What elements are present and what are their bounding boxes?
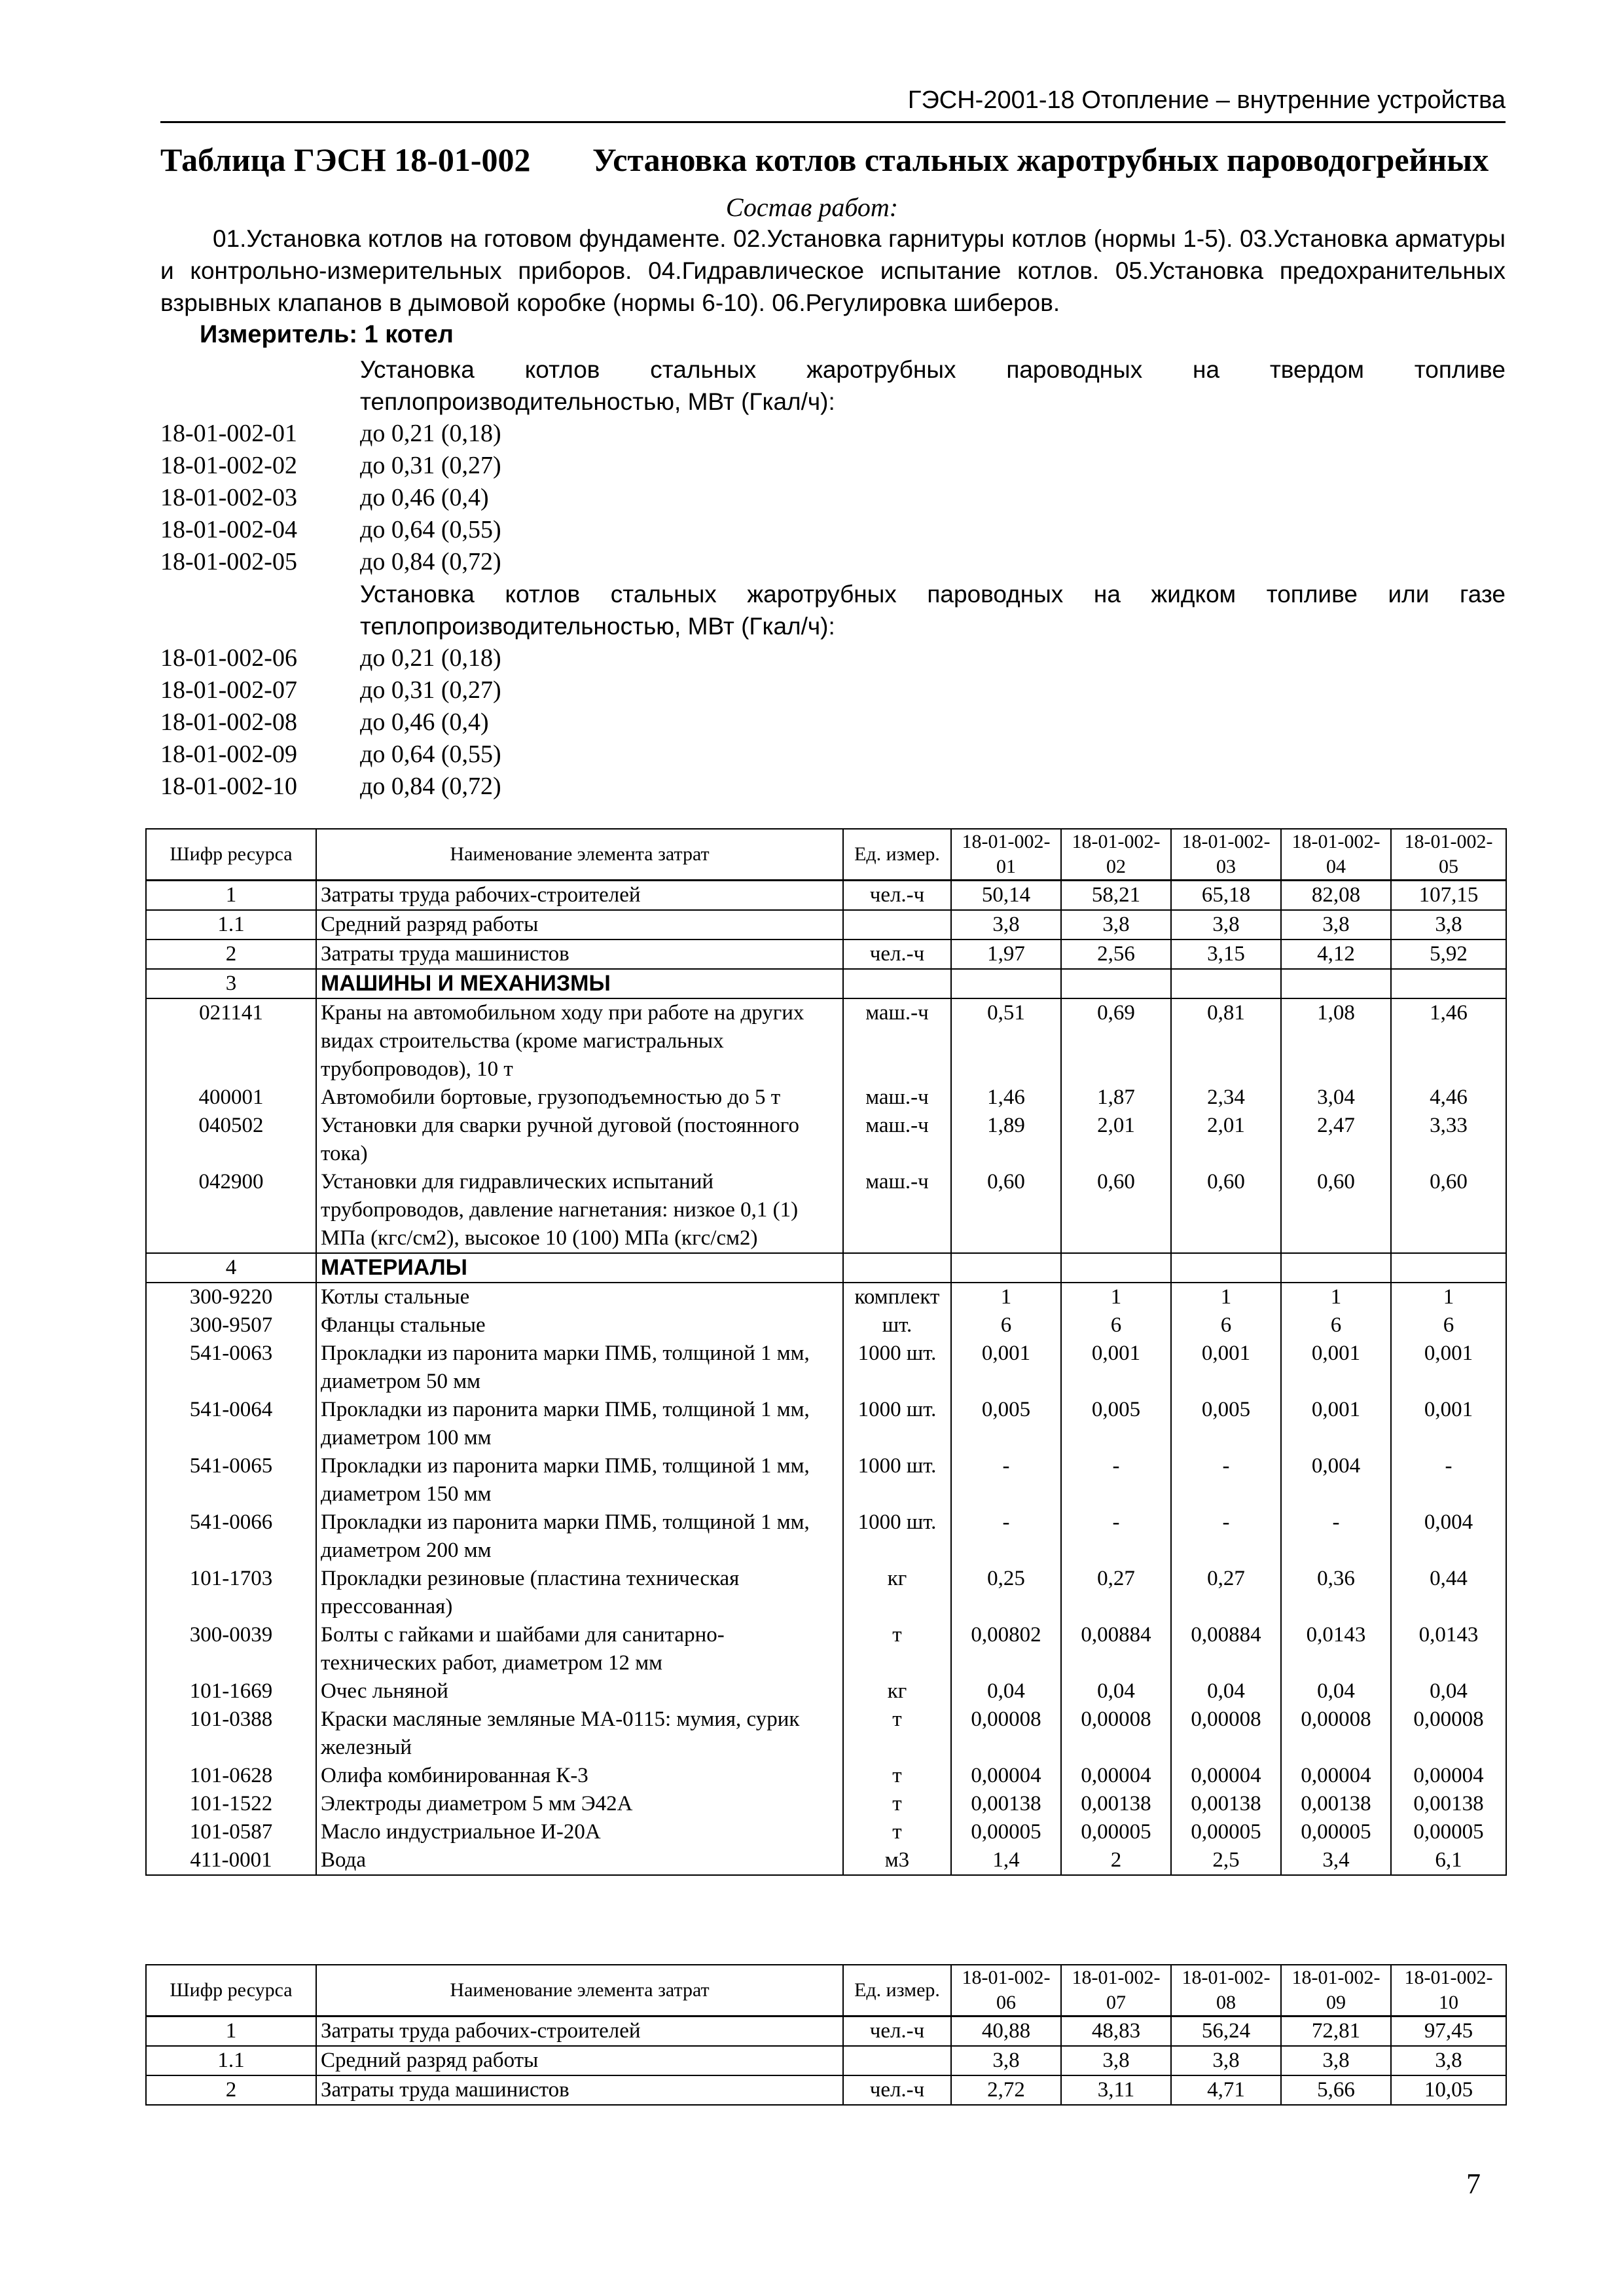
norm-value: 0,004 xyxy=(1391,1508,1506,1565)
table-title: Установка котлов стальных жаротрубных пароводогрейных xyxy=(592,141,1489,178)
norm-value: 0,00005 xyxy=(1061,1818,1171,1846)
cost-element-name: Затраты труда машинистов xyxy=(316,2075,843,2105)
norm-code: 18-01-002-04 xyxy=(160,516,297,543)
norm-code: 18-01-002-06 xyxy=(160,644,297,672)
norm-value: 0,005 xyxy=(951,1396,1061,1452)
table-row xyxy=(146,1311,1506,1340)
norm-value: 0,00008 xyxy=(1391,1706,1506,1762)
norm-value: 0,00005 xyxy=(1171,1818,1281,1846)
table-row xyxy=(146,1396,1506,1452)
norm-value: 1,4 xyxy=(951,1846,1061,1875)
norm-value: 0,25 xyxy=(951,1565,1061,1621)
norm-description: до 0,46 (0,4) xyxy=(360,708,489,736)
norm-value: 3,8 xyxy=(1391,2046,1506,2075)
section-row xyxy=(146,1253,1506,1283)
resource-code: 1 xyxy=(146,2016,316,2047)
resource-code: 040502 xyxy=(146,1112,316,1168)
norm-value: - xyxy=(1061,1452,1171,1508)
column-header: Шифр ресурса xyxy=(146,829,316,881)
table-row xyxy=(146,2016,1506,2047)
cost-element-name: Краны на автомобильном ходу при работе на других видах строительства (кроме магистральных трубопроводов), 10 т xyxy=(316,998,843,1084)
norm-value: 3,8 xyxy=(1171,2046,1281,2075)
table-name: Таблица ГЭСН 18-01-002 xyxy=(160,141,531,178)
resource-code: 2 xyxy=(146,940,316,969)
norm-value xyxy=(1391,969,1506,998)
norm-value: 0,00008 xyxy=(1171,1706,1281,1762)
cost-element-name: Вода xyxy=(316,1846,843,1875)
norms-list xyxy=(160,354,1506,803)
unit: кг xyxy=(843,1565,951,1621)
norm-line xyxy=(160,482,1506,514)
norm-value: 3,4 xyxy=(1281,1846,1391,1875)
table-row xyxy=(146,1621,1506,1677)
resource-code: 101-0587 xyxy=(146,1818,316,1846)
norm-value: - xyxy=(1061,1508,1171,1565)
table-row xyxy=(146,1677,1506,1706)
norm-value: 6,1 xyxy=(1391,1846,1506,1875)
norm-line xyxy=(160,546,1506,578)
unit xyxy=(843,2046,951,2075)
norm-value: 3,11 xyxy=(1061,2075,1171,2105)
cost-element-name: Автомобили бортовые, грузоподъемностью до 5 т xyxy=(316,1084,843,1112)
norm-value: 2,34 xyxy=(1171,1084,1281,1112)
norm-value: 0,001 xyxy=(1281,1396,1391,1452)
norm-value: 2,72 xyxy=(951,2075,1061,2105)
norm-description: до 0,64 (0,55) xyxy=(360,516,501,543)
norm-value: 1 xyxy=(1061,1283,1171,1311)
norm-value: 1 xyxy=(1391,1283,1506,1311)
norm-value: 1 xyxy=(951,1283,1061,1311)
unit: т xyxy=(843,1790,951,1818)
column-header: 18-01-002-02 xyxy=(1061,829,1171,881)
norm-value: 0,27 xyxy=(1061,1565,1171,1621)
unit: маш.-ч xyxy=(843,1168,951,1253)
resource-code: 411-0001 xyxy=(146,1846,316,1875)
norm-value: 0,60 xyxy=(1391,1168,1506,1253)
norm-value: 48,83 xyxy=(1061,2016,1171,2047)
norm-value: 3,8 xyxy=(1061,2046,1171,2075)
resource-code: 101-0388 xyxy=(146,1706,316,1762)
resource-code: 021141 xyxy=(146,998,316,1084)
norm-description: до 0,46 (0,4) xyxy=(360,484,489,511)
norm-value: 0,36 xyxy=(1281,1565,1391,1621)
norm-value: 0,00008 xyxy=(1061,1706,1171,1762)
cost-element-name: Болты с гайками и шайбами для санитарно-технических работ, диаметром 12 мм xyxy=(316,1621,843,1677)
resource-code: 3 xyxy=(146,969,316,998)
table-row xyxy=(146,1762,1506,1790)
norm-value: 3,8 xyxy=(951,910,1061,940)
resource-code: 1.1 xyxy=(146,910,316,940)
norm-value: - xyxy=(1391,1452,1506,1508)
norm-value: 0,81 xyxy=(1171,998,1281,1084)
cost-element-name: Средний разряд работы xyxy=(316,910,843,940)
norm-code: 18-01-002-01 xyxy=(160,420,297,447)
cost-element-name: Прокладки из паронита марки ПМБ, толщиной 1 мм, диаметром 200 мм xyxy=(316,1508,843,1565)
cost-element-name: Средний разряд работы xyxy=(316,2046,843,2075)
norm-code: 18-01-002-07 xyxy=(160,676,297,704)
norm-group-1 xyxy=(160,418,1506,578)
norm-value: 1,97 xyxy=(951,940,1061,969)
unit: т xyxy=(843,1621,951,1677)
resource-code: 101-1703 xyxy=(146,1565,316,1621)
table-row xyxy=(146,1340,1506,1396)
norm-value: 3,33 xyxy=(1391,1112,1506,1168)
column-header: 18-01-002-01 xyxy=(951,829,1061,881)
resource-table-2 xyxy=(145,1964,1507,2106)
norm-value: 2,56 xyxy=(1061,940,1171,969)
norm-value xyxy=(1171,969,1281,998)
unit: 1000 шт. xyxy=(843,1508,951,1565)
unit: м3 xyxy=(843,1846,951,1875)
unit: чел.-ч xyxy=(843,2075,951,2105)
norm-value: 0,04 xyxy=(951,1677,1061,1706)
norm-value: 0,60 xyxy=(1171,1168,1281,1253)
table-row xyxy=(146,1168,1506,1253)
norm-value: 6 xyxy=(1281,1311,1391,1340)
cost-element-name: Прокладки из паронита марки ПМБ, толщиной 1 мм, диаметром 50 мм xyxy=(316,1340,843,1396)
norm-value: 0,004 xyxy=(1281,1452,1391,1508)
resource-code: 1.1 xyxy=(146,2046,316,2075)
norm-value: 3,04 xyxy=(1281,1084,1391,1112)
norm-value xyxy=(1171,1253,1281,1283)
norm-code: 18-01-002-10 xyxy=(160,773,297,800)
column-header: 18-01-002-05 xyxy=(1391,829,1506,881)
unit: маш.-ч xyxy=(843,1084,951,1112)
column-header: Шифр ресурса xyxy=(146,1965,316,2016)
norm-value: 0,51 xyxy=(951,998,1061,1084)
norm-value: 0,001 xyxy=(1061,1340,1171,1396)
norm-value: 0,00884 xyxy=(1061,1621,1171,1677)
norm-value: 0,0143 xyxy=(1391,1621,1506,1677)
table-row xyxy=(146,1508,1506,1565)
norm-value: 6 xyxy=(1391,1311,1506,1340)
norm-line xyxy=(160,771,1506,803)
norm-value: 56,24 xyxy=(1171,2016,1281,2047)
norm-value: 0,00138 xyxy=(1281,1790,1391,1818)
norm-value: 3,8 xyxy=(1281,910,1391,940)
norm-value: 107,15 xyxy=(1391,881,1506,911)
table-row xyxy=(146,1818,1506,1846)
unit: 1000 шт. xyxy=(843,1396,951,1452)
norm-value: 6 xyxy=(951,1311,1061,1340)
cost-element-name: Установки для гидравлических испытаний трубопроводов, давление нагнетания: низкое 0,1 (1) МПа (кгс/см2), высокое 10 (100) МПа (кгс/см2) xyxy=(316,1168,843,1253)
table-row xyxy=(146,940,1506,969)
unit xyxy=(843,910,951,940)
norm-value: - xyxy=(951,1508,1061,1565)
cost-element-name: Электроды диаметром 5 мм Э42А xyxy=(316,1790,843,1818)
works-heading: Состав работ: xyxy=(725,192,899,222)
norm-value: 4,46 xyxy=(1391,1084,1506,1112)
norm-value: 6 xyxy=(1061,1311,1171,1340)
norm-value: 0,00004 xyxy=(1281,1762,1391,1790)
resource-code: 042900 xyxy=(146,1168,316,1253)
cost-element-name: Затраты труда рабочих-строителей xyxy=(316,881,843,911)
norm-line xyxy=(160,674,1506,706)
norm-value: 3,8 xyxy=(951,2046,1061,2075)
norm-value: 0,001 xyxy=(1171,1340,1281,1396)
norm-value: 0,00884 xyxy=(1171,1621,1281,1677)
norm-value xyxy=(1061,1253,1171,1283)
norm-value: 1,46 xyxy=(1391,998,1506,1084)
table-row xyxy=(146,1790,1506,1818)
resource-code: 1 xyxy=(146,881,316,911)
norm-description: до 0,21 (0,18) xyxy=(360,420,501,447)
norm-value: 0,00008 xyxy=(951,1706,1061,1762)
norm-value: 0,0143 xyxy=(1281,1621,1391,1677)
norm-description: до 0,31 (0,27) xyxy=(360,676,501,704)
cost-element-name: Установки для сварки ручной дуговой (постоянного тока) xyxy=(316,1112,843,1168)
norm-value xyxy=(951,969,1061,998)
unit: шт. xyxy=(843,1311,951,1340)
unit: 1000 шт. xyxy=(843,1452,951,1508)
norm-value: 3,8 xyxy=(1391,910,1506,940)
norm-value: 1 xyxy=(1171,1283,1281,1311)
resource-code: 400001 xyxy=(146,1084,316,1112)
norm-value xyxy=(1281,969,1391,998)
resource-code: 541-0065 xyxy=(146,1452,316,1508)
unit: комплект xyxy=(843,1283,951,1311)
norm-value: 6 xyxy=(1171,1311,1281,1340)
norm-value xyxy=(1281,1253,1391,1283)
cost-element-name: Затраты труда рабочих-строителей xyxy=(316,2016,843,2047)
unit: т xyxy=(843,1706,951,1762)
norm-line xyxy=(160,450,1506,482)
norm-value: 4,12 xyxy=(1281,940,1391,969)
norm-line xyxy=(160,739,1506,771)
norm-value: 40,88 xyxy=(951,2016,1061,2047)
cost-element-name: Прокладки резиновые (пластина техническая прессованная) xyxy=(316,1565,843,1621)
norm-value: 0,001 xyxy=(1391,1396,1506,1452)
resource-code: 300-9220 xyxy=(146,1283,316,1311)
norm-description: до 0,84 (0,72) xyxy=(360,773,501,800)
norm-value: 58,21 xyxy=(1061,881,1171,911)
norm-value: 3,15 xyxy=(1171,940,1281,969)
cost-element-name: Затраты труда машинистов xyxy=(316,940,843,969)
resource-code: 300-9507 xyxy=(146,1311,316,1340)
norm-code: 18-01-002-08 xyxy=(160,708,297,736)
norm-value: 2,01 xyxy=(1061,1112,1171,1168)
column-header: Ед. измер. xyxy=(843,1965,951,2016)
norm-value: 0,00004 xyxy=(1171,1762,1281,1790)
norm-value: 0,005 xyxy=(1171,1396,1281,1452)
cost-element-name: Олифа комбинированная К-3 xyxy=(316,1762,843,1790)
cost-element-name: Очес льняной xyxy=(316,1677,843,1706)
norm-value: 0,00138 xyxy=(951,1790,1061,1818)
norm-value: 0,44 xyxy=(1391,1565,1506,1621)
norm-line xyxy=(160,642,1506,674)
norm-value: 2 xyxy=(1061,1846,1171,1875)
table-row xyxy=(146,1706,1506,1762)
column-header: Наименование элемента затрат xyxy=(316,1965,843,2016)
column-header: 18-01-002-08 xyxy=(1171,1965,1281,2016)
column-header: Наименование элемента затрат xyxy=(316,829,843,881)
norm-value: 0,04 xyxy=(1281,1677,1391,1706)
norm-value: 50,14 xyxy=(951,881,1061,911)
resource-code: 300-0039 xyxy=(146,1621,316,1677)
norm-value: 1,87 xyxy=(1061,1084,1171,1112)
table-row xyxy=(146,910,1506,940)
norm-value: 0,005 xyxy=(1061,1396,1171,1452)
norm-value: 0,00008 xyxy=(1281,1706,1391,1762)
table-row xyxy=(146,1452,1506,1508)
cost-element-name: Прокладки из паронита марки ПМБ, толщиной 1 мм, диаметром 150 мм xyxy=(316,1452,843,1508)
norm-value: 0,001 xyxy=(1391,1340,1506,1396)
unit: т xyxy=(843,1762,951,1790)
running-header: ГЭСН-2001-18 Отопление – внутренние устройства xyxy=(907,86,1506,114)
page-number: 7 xyxy=(1466,2168,1481,2200)
table-header-row xyxy=(146,829,1506,881)
unit: чел.-ч xyxy=(843,2016,951,2047)
norm-value: 97,45 xyxy=(1391,2016,1506,2047)
norm-value: 0,00005 xyxy=(1281,1818,1391,1846)
unit: маш.-ч xyxy=(843,1112,951,1168)
norm-value: 1,46 xyxy=(951,1084,1061,1112)
cost-element-name: Фланцы стальные xyxy=(316,1311,843,1340)
unit: 1000 шт. xyxy=(843,1340,951,1396)
unit: чел.-ч xyxy=(843,940,951,969)
norm-value: 2,01 xyxy=(1171,1112,1281,1168)
unit xyxy=(843,1253,951,1283)
resource-code: 541-0066 xyxy=(146,1508,316,1565)
table-row xyxy=(146,1283,1506,1311)
norm-value: 0,001 xyxy=(951,1340,1061,1396)
norm-line xyxy=(160,418,1506,450)
works-text: 01.Установка котлов на готовом фундаменте. 02.Установка гарнитуры котлов (нормы 1-5). 03.Установка арматуры и контрольно-измерительных приборов. 04.Гидравлическое испытание котлов. 05.Установка предохранительных взрывных клапанов в дымовой коробке (нормы 6-10). 06.Регулировка шиберов. xyxy=(160,225,1506,316)
column-header: 18-01-002-07 xyxy=(1061,1965,1171,2016)
meter: Измеритель: 1 котел xyxy=(200,321,454,348)
norm-value: 0,04 xyxy=(1171,1677,1281,1706)
norm-value: - xyxy=(1281,1508,1391,1565)
unit xyxy=(843,969,951,998)
table-header-row xyxy=(146,1965,1506,2016)
table-row xyxy=(146,1112,1506,1168)
norm-value: 1 xyxy=(1281,1283,1391,1311)
norm-value xyxy=(951,1253,1061,1283)
resource-code: 101-0628 xyxy=(146,1762,316,1790)
norm-value: 72,81 xyxy=(1281,2016,1391,2047)
norm-value: 3,8 xyxy=(1171,910,1281,940)
cost-element-name: Прокладки из паронита марки ПМБ, толщиной 1 мм, диаметром 100 мм xyxy=(316,1396,843,1452)
resource-code: 101-1522 xyxy=(146,1790,316,1818)
norm-code: 18-01-002-05 xyxy=(160,548,297,575)
norm-value: 10,05 xyxy=(1391,2075,1506,2105)
norm-value: 1,08 xyxy=(1281,998,1391,1084)
norm-value: 0,60 xyxy=(1281,1168,1391,1253)
column-header: 18-01-002-10 xyxy=(1391,1965,1506,2016)
norm-value: - xyxy=(1171,1508,1281,1565)
resource-code: 2 xyxy=(146,2075,316,2105)
resource-code: 541-0064 xyxy=(146,1396,316,1452)
norm-code: 18-01-002-09 xyxy=(160,740,297,768)
norm-value: 0,00138 xyxy=(1061,1790,1171,1818)
table-row xyxy=(146,1084,1506,1112)
unit: кг xyxy=(843,1677,951,1706)
unit: т xyxy=(843,1818,951,1846)
norm-value: 0,00005 xyxy=(951,1818,1061,1846)
norm-value: 3,8 xyxy=(1281,2046,1391,2075)
norm-description: до 0,64 (0,55) xyxy=(360,740,501,768)
cost-element-name: Краски масляные земляные МА-0115: мумия, сурик железный xyxy=(316,1706,843,1762)
table-row xyxy=(146,881,1506,911)
norm-value xyxy=(1391,1253,1506,1283)
norm-value: 3,8 xyxy=(1061,910,1171,940)
norm-value: 0,04 xyxy=(1061,1677,1171,1706)
cost-element-name: МАШИНЫ И МЕХАНИЗМЫ xyxy=(316,969,843,998)
column-header: Ед. измер. xyxy=(843,829,951,881)
header-rule xyxy=(160,121,1506,123)
norm-value: 5,92 xyxy=(1391,940,1506,969)
table-row xyxy=(146,2046,1506,2075)
norm-description: до 0,21 (0,18) xyxy=(360,644,501,672)
norm-value: - xyxy=(951,1452,1061,1508)
cost-element-name: Котлы стальные xyxy=(316,1283,843,1311)
norm-value: 0,00802 xyxy=(951,1621,1061,1677)
norm-value: 4,71 xyxy=(1171,2075,1281,2105)
column-header: 18-01-002-03 xyxy=(1171,829,1281,881)
cost-element-name: МАТЕРИАЛЫ xyxy=(316,1253,843,1283)
unit: чел.-ч xyxy=(843,881,951,911)
norm-group-2-title: Установка котлов стальных жаротрубных пароводных на жидком топливе или газе теплопроизводительностью, МВт (Гкал/ч): xyxy=(360,581,1506,640)
norm-value: 2,5 xyxy=(1171,1846,1281,1875)
norm-line xyxy=(160,514,1506,546)
norm-value: - xyxy=(1171,1452,1281,1508)
norm-group-2 xyxy=(160,642,1506,803)
section-row xyxy=(146,969,1506,998)
norm-value: 0,69 xyxy=(1061,998,1171,1084)
resource-code: 4 xyxy=(146,1253,316,1283)
column-header: 18-01-002-06 xyxy=(951,1965,1061,2016)
norm-value: 82,08 xyxy=(1281,881,1391,911)
norm-value: 0,60 xyxy=(1061,1168,1171,1253)
norm-value: 0,04 xyxy=(1391,1677,1506,1706)
table-row xyxy=(146,998,1506,1084)
table-row xyxy=(146,1846,1506,1875)
unit: маш.-ч xyxy=(843,998,951,1084)
column-header: 18-01-002-09 xyxy=(1281,1965,1391,2016)
norm-value: 0,00005 xyxy=(1391,1818,1506,1846)
norm-value: 0,001 xyxy=(1281,1340,1391,1396)
norm-description: до 0,31 (0,27) xyxy=(360,452,501,479)
cost-element-name: Масло индустриальное И-20А xyxy=(316,1818,843,1846)
norm-value: 5,66 xyxy=(1281,2075,1391,2105)
norm-value: 0,00004 xyxy=(1391,1762,1506,1790)
table-row xyxy=(146,1565,1506,1621)
norm-value: 0,00004 xyxy=(1061,1762,1171,1790)
resource-code: 101-1669 xyxy=(146,1677,316,1706)
norm-value: 1,89 xyxy=(951,1112,1061,1168)
norm-value: 0,00138 xyxy=(1391,1790,1506,1818)
norm-value xyxy=(1061,969,1171,998)
norm-group-1-title: Установка котлов стальных жаротрубных пароводных на твердом топливе теплопроизводительностью, МВт (Гкал/ч): xyxy=(360,356,1506,415)
norm-value: 0,60 xyxy=(951,1168,1061,1253)
norm-code: 18-01-002-03 xyxy=(160,484,297,511)
norm-value: 0,00138 xyxy=(1171,1790,1281,1818)
resource-code: 541-0063 xyxy=(146,1340,316,1396)
resource-table-1 xyxy=(145,828,1507,1876)
norm-value: 2,47 xyxy=(1281,1112,1391,1168)
norm-description: до 0,84 (0,72) xyxy=(360,548,501,575)
column-header: 18-01-002-04 xyxy=(1281,829,1391,881)
norm-value: 0,00004 xyxy=(951,1762,1061,1790)
norm-code: 18-01-002-02 xyxy=(160,452,297,479)
norm-value: 0,27 xyxy=(1171,1565,1281,1621)
table-row xyxy=(146,2075,1506,2105)
norm-line xyxy=(160,706,1506,739)
norm-value: 65,18 xyxy=(1171,881,1281,911)
